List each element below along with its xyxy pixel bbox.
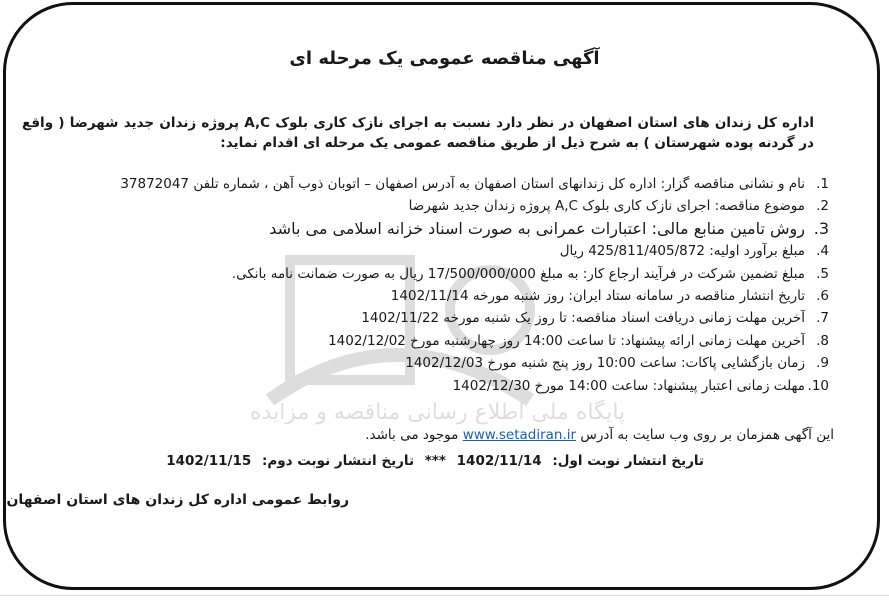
list-item: 1. نام و نشانی مناقصه گزار: اداره کل زندانهای استان اصفهان به آدرس اصفهان – اتوبان ذوب آهن ، شماره تلفن 37872047 [120,176,829,192]
signature: روابط عمومی اداره کل زندان های استان اصفهان [6,492,349,508]
list-item: 9. زمان بازگشایی پاکات: ساعت 10:00 روز پنج شنبه مورخ 1402/12/03 [405,355,829,372]
list-item: 10. مهلت زمانی اعتبار پیشنهاد: ساعت 14:00 مورخ 1402/12/30 [452,377,829,394]
list-item: 3. روش تامین منابع مالی: اعتبارات عمرانی به صورت اسناد خزانه اسلامی می باشد [269,218,829,238]
list-item: 4. مبلغ برآورد اولیه: 425/811/405/872 ریال [559,243,829,260]
second-date-value: 1402/11/15 [166,453,252,469]
second-date-label: تاریخ انتشار نوبت دوم: [261,453,415,469]
first-date-label: تاریخ انتشار نوبت اول: [552,453,704,469]
watermark-text: پایگاه ملی اطلاع رسانی مناقصه و مزایده [250,400,626,425]
notice-items-list [69,173,829,397]
notice-title: آگهی مناقصه عمومی یک مرحله ای [289,48,600,69]
list-item: 6. تاریخ انتشار مناقصه در سامانه ستاد ایران: روز شنبه مورخه 1402/11/14 [390,287,829,304]
notice-intro: اداره کل زندان های استان اصفهان در نظر دارد نسبت به اجرای نازک کاری بلوک A,C پروژه زندان جدید شهرضا ( واقع در گردنه پوده شهرستان ) به شرح ذیل از طریق مناقصه عمومی یک مرحله ای اقدام نماید: [22,115,814,151]
first-date-value: 1402/11/14 [456,453,542,469]
setadiran-link[interactable]: www.setadiran.ir [462,427,577,443]
list-item: 2. موضوع مناقصه: اجرای نازک کاری بلوک A,C پروژه زندان جدید شهرضا [408,198,829,215]
list-item: 8. آخرین مهلت زمانی ارائه پیشنهاد: تا ساعت 14:00 روز چهارشنبه مورخ 1402/12/02 [328,332,829,349]
publication-dates [160,451,704,471]
list-item: 5. مبلغ تضمین شرکت در فرآیند ارجاع کار: به مبلغ 17/500/000/000 ریال به صورت ضمانت نامه بانکی. [231,265,829,282]
divider [0,595,889,596]
list-item: 7. آخرین مهلت زمانی دریافت اسناد مناقصه: تا روز یک شنبه مورخه 1402/11/22 [361,310,829,327]
closing-line: این آگهی همزمان بر روی وب سایت به آدرس www.setadiran.ir موجود می باشد. [365,427,834,443]
date-separator: *** [424,453,446,469]
